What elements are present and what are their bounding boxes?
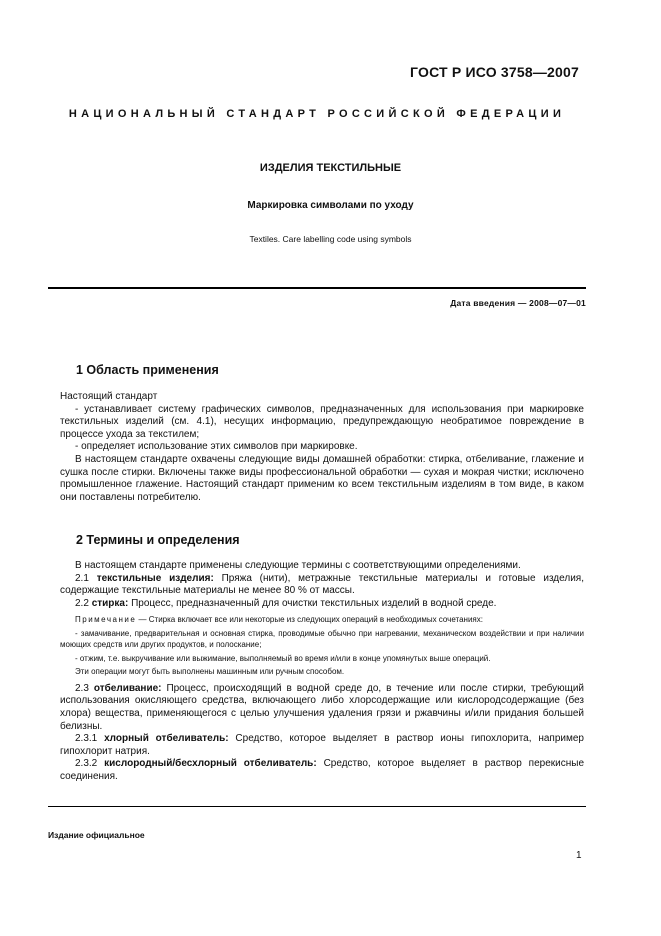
- term-definition: Средство, которое выделяет в раствор перекисные соединения.: [60, 758, 585, 783]
- section-2-heading: 2 Термины и определения: [76, 533, 240, 547]
- section-2-body: [60, 560, 584, 784]
- term-number: 2.3.2: [75, 758, 98, 770]
- term-2-2: [60, 598, 584, 611]
- note-block: [60, 614, 584, 678]
- term-definition: Процесс, происходящий в водной среде до, в течение или после стирки, требующий использования окисляющего средства, включающего либо хлорсодержащие или кислородсодержащие (без хлора) вещества, применяющегося с целью улучшения удаления грязи и ржавчины и/или придания большей белизны.: [60, 682, 585, 732]
- section-1-paragraph: - определяет использование этих символов при маркировке.: [75, 441, 358, 453]
- term-number: 2.3: [75, 682, 89, 694]
- term-2-1: [60, 573, 584, 598]
- section-2-intro: В настоящем стандарте применены следующие термины с соответствующими определениями.: [75, 560, 521, 571]
- official-edition-label: Издание официальное: [48, 830, 145, 840]
- section-1-body: [60, 391, 584, 504]
- note-item: - замачивание, предварительная и основная стирка, проводимые обычно при нагревании, механическом воздействии и при наличии моющих средств или других продуктов, и полоскание;: [60, 628, 584, 650]
- term-name: отбеливание:: [93, 682, 162, 694]
- term-name: кислородный/бесхлорный отбеливатель:: [104, 758, 317, 770]
- term-number: 2.2: [75, 597, 89, 609]
- title-divider: [48, 287, 586, 289]
- term-2-3-1: [60, 733, 584, 758]
- term-number: 2.1: [75, 572, 89, 584]
- section-1-paragraph: Настоящий стандарт: [60, 391, 158, 402]
- note-label: Примечание: [75, 615, 137, 625]
- term-name: текстильные изделия:: [96, 572, 214, 584]
- note-item: Эти операции могут быть выполнены машинным или ручным способом.: [75, 667, 345, 677]
- document-title-english: Textiles. Care labelling code using symbols: [249, 234, 412, 244]
- term-name: хлорный отбеливатель:: [104, 733, 229, 745]
- term-number: 2.3.1: [75, 733, 98, 745]
- national-standard-banner: НАЦИОНАЛЬНЫЙ СТАНДАРТ РОССИЙСКОЙ ФЕДЕРАЦИИ: [68, 108, 566, 120]
- introduction-date: Дата введения — 2008—07—01: [450, 298, 586, 308]
- section-1-paragraph: - устанавливает систему графических символов, предназначенных для использования при маркировке текстильных изделий (см. 4.1), несущих информацию, предупреждающую необратимое повреждение в процессе ухода за текстилем;: [60, 403, 584, 440]
- term-definition: Средство, которое выделяет в раствор ионы гипохлорита, например гипохлорит натрия.: [60, 733, 584, 757]
- section-1-paragraph: В настоящем стандарте охвачены следующие виды домашней обработки: стирка, отбеливание, глажение и сушка после стирки. Включены также виды профессиональной обработки — сухая и мокрая чистки; исключено промышленное глажение. Настоящий стандарт применим ко всем текстильным изделиям в том виде, в каком они поставлены потребителю.: [60, 453, 584, 503]
- document-title: ИЗДЕЛИЯ ТЕКСТИЛЬНЫЕ: [259, 162, 402, 174]
- footer-divider: [48, 806, 586, 807]
- standard-number: ГОСТ Р ИСО 3758—2007: [410, 64, 579, 80]
- section-1-heading: 1 Область применения: [76, 363, 219, 377]
- page-number: 1: [576, 850, 582, 861]
- term-name: стирка:: [91, 597, 129, 609]
- term-2-3-2: [60, 758, 584, 783]
- note-item: - отжим, т.е. выкручивание или выжимание, выполняемый во время и/или в конце упомянутых выше операций.: [75, 653, 491, 663]
- note-text: — Стирка включает все или некоторые из следующих операций в необходимых сочетаниях:: [138, 615, 483, 625]
- term-2-3: [60, 683, 584, 733]
- term-definition: Пряжа (нити), метражные текстильные материалы и готовые изделия, содержащие текстильные материалы не менее 80 % от массы.: [60, 572, 584, 597]
- term-definition: Процесс, предназначенный для очистки текстильных изделий в водной среде.: [131, 597, 497, 609]
- document-subtitle: Маркировка символами по уходу: [247, 200, 414, 211]
